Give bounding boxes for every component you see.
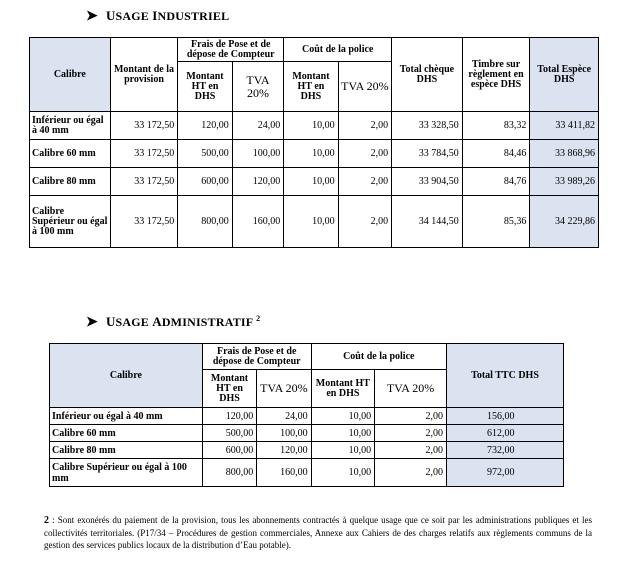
header-total-cheque: Total chèque DHS	[392, 38, 463, 112]
header-frais-tva: TVA 20%	[232, 62, 283, 112]
cell-total-ttc: 156,00	[446, 408, 563, 425]
cell-total-espece: 34 229,86	[530, 196, 599, 248]
section-heading-administratif: ➤ USAGE ADMINISTRATIF $^2$	[86, 314, 261, 330]
cell-total-espece: 33 868,96	[530, 140, 599, 168]
header-cout-tva: TVA 20%	[375, 370, 447, 408]
cell-frais-ht: 120,00	[178, 112, 232, 140]
table-row	[50, 459, 564, 487]
cell-cout-tva: 2,00	[338, 112, 391, 140]
cell-calibre: Calibre 60 mm	[50, 425, 203, 442]
cell-cout-ht: 10,00	[311, 442, 375, 459]
cell-timbre: 84,46	[462, 140, 530, 168]
header-cout-police: Coût de la police	[311, 344, 446, 370]
table-row	[50, 442, 564, 459]
cell-cout-ht: 10,00	[284, 168, 338, 196]
cell-cout-tva: 2,00	[375, 459, 447, 487]
cell-frais-ht: 600,00	[202, 442, 256, 459]
cell-frais-ht: 120,00	[202, 408, 256, 425]
cell-cout-tva: 2,00	[338, 140, 391, 168]
section-heading-industriel: ➤ USAGE INDUSTRIEL	[86, 8, 230, 24]
cell-timbre: 84,76	[462, 168, 530, 196]
cell-total-espece: 33 411,82	[530, 112, 599, 140]
cell-frais-ht: 600,00	[178, 168, 232, 196]
cell-cout-tva: 2,00	[338, 168, 391, 196]
cell-cout-tva: 2,00	[375, 425, 447, 442]
table-row	[30, 140, 599, 168]
cell-frais-tva: 160,00	[232, 196, 283, 248]
header-frais-pose: Frais de Pose et de dépose de Compteur	[178, 38, 284, 62]
cell-frais-ht: 800,00	[202, 459, 256, 487]
header-cout-montant-ht: Montant HT en DHS	[311, 370, 375, 408]
header-cout-police: Coût de la police	[284, 38, 392, 62]
header-montant-provision: Montant de la provision	[110, 38, 178, 112]
cell-frais-tva: 24,00	[257, 408, 311, 425]
cell-calibre: Calibre 80 mm	[30, 168, 111, 196]
table-row	[30, 196, 599, 248]
cell-total-cheque: 33 904,50	[392, 168, 463, 196]
cell-total-espece: 33 989,26	[530, 168, 599, 196]
arrow-bullet-icon: ➤	[86, 9, 98, 24]
header-frais-montant-ht: Montant HT en DHS	[178, 62, 232, 112]
cell-frais-ht: 800,00	[178, 196, 232, 248]
cell-total-cheque: 34 144,50	[392, 196, 463, 248]
cell-total-ttc: 612,00	[446, 425, 563, 442]
cell-total-cheque: 33 328,50	[392, 112, 463, 140]
header-total-espece: Total Espèce DHS	[530, 38, 599, 112]
cell-timbre: 85,36	[462, 196, 530, 248]
table-usage-administratif	[49, 343, 564, 487]
cell-frais-tva: 120,00	[257, 442, 311, 459]
cell-total-ttc: 732,00	[446, 442, 563, 459]
footnote-number: 2	[44, 515, 49, 526]
header-calibre: Calibre	[30, 38, 111, 112]
cell-cout-ht: 10,00	[311, 408, 375, 425]
cell-provision: 33 172,50	[110, 196, 178, 248]
header-frais-pose: Frais de Pose et de dépose de Compteur	[202, 344, 311, 370]
cell-cout-ht: 10,00	[284, 140, 338, 168]
cell-frais-tva: 100,00	[232, 140, 283, 168]
cell-calibre: Calibre Supérieur ou égal à 100 mm	[30, 196, 111, 248]
table-row	[50, 408, 564, 425]
table-row	[50, 425, 564, 442]
footnote-text: : Sont exonérés du paiement de la provision, tous les abonnements contractés à quelque usage que ce soit par les administrations publiques et les collectivités territoriales. (P17/34 – Procédures de gestion commerciales, Annexe aux Cahiers de des charges relatifs aux règlements communs de la gestion des services publics locaux de la distribution d’Eau potable).	[44, 515, 593, 550]
footnote-ref: 2	[256, 314, 261, 323]
cell-calibre: Calibre Supérieur ou égal à 100 mm	[50, 459, 203, 487]
table-row	[30, 168, 599, 196]
cell-provision: 33 172,50	[110, 112, 178, 140]
cell-total-cheque: 33 784,50	[392, 140, 463, 168]
cell-frais-ht: 500,00	[202, 425, 256, 442]
cell-cout-ht: 10,00	[311, 459, 375, 487]
cell-frais-tva: 160,00	[257, 459, 311, 487]
cell-cout-ht: 10,00	[284, 196, 338, 248]
header-timbre: Timbre sur règlement en espèce DHS	[462, 38, 530, 112]
arrow-bullet-icon: ➤	[86, 315, 98, 330]
header-cout-montant-ht: Montant HT en DHS	[284, 62, 338, 112]
cell-frais-tva: 120,00	[232, 168, 283, 196]
cell-cout-tva: 2,00	[375, 442, 447, 459]
header-cout-tva: TVA 20%	[338, 62, 391, 112]
cell-frais-tva: 24,00	[232, 112, 283, 140]
cell-cout-tva: 2,00	[375, 408, 447, 425]
header-frais-montant-ht: Montant HT en DHS	[202, 370, 256, 408]
cell-total-ttc: 972,00	[446, 459, 563, 487]
cell-frais-tva: 100,00	[257, 425, 311, 442]
cell-calibre: Calibre 60 mm	[30, 140, 111, 168]
cell-cout-ht: 10,00	[284, 112, 338, 140]
header-total-ttc: Total TTC DHS	[446, 344, 563, 408]
cell-calibre: Inférieur ou égal à 40 mm	[50, 408, 203, 425]
cell-provision: 33 172,50	[110, 140, 178, 168]
cell-cout-tva: 2,00	[338, 196, 391, 248]
header-frais-tva: TVA 20%	[257, 370, 311, 408]
cell-provision: 33 172,50	[110, 168, 178, 196]
table-row	[30, 112, 599, 140]
header-calibre: Calibre	[50, 344, 203, 408]
table-usage-industriel	[29, 37, 599, 248]
cell-frais-ht: 500,00	[178, 140, 232, 168]
cell-calibre: Inférieur ou égal à 40 mm	[30, 112, 111, 140]
footnote	[44, 514, 592, 551]
cell-timbre: 83,32	[462, 112, 530, 140]
cell-calibre: Calibre 80 mm	[50, 442, 203, 459]
cell-cout-ht: 10,00	[311, 425, 375, 442]
